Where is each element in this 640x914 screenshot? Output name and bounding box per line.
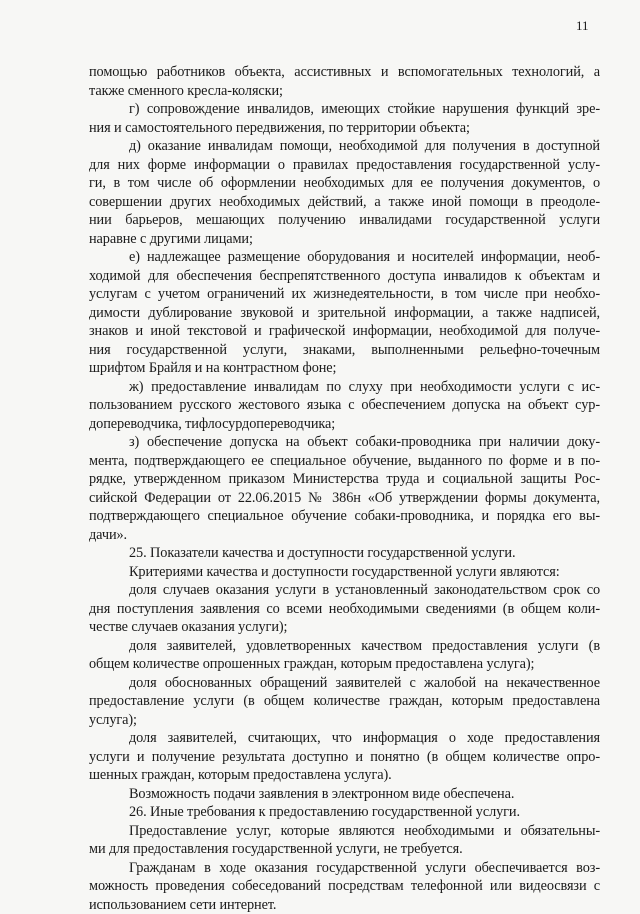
text-line: наравне с другими лицами; bbox=[89, 230, 600, 249]
text-line: услугам с учетом ограничений их жизнедеятельности, в том числе при необхо- bbox=[89, 285, 600, 304]
text-line: также сменного кресла-коляски; bbox=[89, 82, 600, 101]
text-line: е) надлежащее размещение оборудования и носителей информации, необ- bbox=[89, 248, 600, 267]
text-line: дачи». bbox=[89, 526, 600, 545]
text-line: предоставление услуги (в общем количестве граждан, которым предоставлена bbox=[89, 692, 600, 711]
text-line: мента, подтверждающего ее специальное обучение, выданного по форме и в по- bbox=[89, 452, 600, 471]
text-line: нии барьеров, мешающих получению инвалидами государственной услуги bbox=[89, 211, 600, 230]
text-line: рядке, утвержденном приказом Министерства труда и социальной защиты Рос- bbox=[89, 470, 600, 489]
text-line: ги, в том числе об оформлении необходимых для ее получения документов, о bbox=[89, 174, 600, 193]
text-line: дня поступления заявления со всеми необходимыми сведениями (в общем коли- bbox=[89, 600, 600, 619]
text-line: Гражданам в ходе оказания государственной услуги обеспечивается воз- bbox=[89, 859, 600, 878]
text-line: помощью работников объекта, ассистивных и вспомогательных технологий, а bbox=[89, 63, 600, 82]
text-line: ходимой для обеспечения беспрепятственного доступа инвалидов к объектам и bbox=[89, 267, 600, 286]
text-line: доля случаев оказания услуги в установленный законодательством срок со bbox=[89, 581, 600, 600]
text-line: 25. Показатели качества и доступности государственной услуги. bbox=[89, 544, 600, 563]
text-line: димости дублирование звуковой и зрительной информации, а также надписей, bbox=[89, 304, 600, 323]
text-line: Возможность подачи заявления в электронном виде обеспечена. bbox=[89, 785, 600, 804]
text-line: ния государственной услуги, знаками, выполненными рельефно-точечным bbox=[89, 341, 600, 360]
text-line: допереводчика, тифлосурдопереводчика; bbox=[89, 415, 600, 434]
text-line: доля заявителей, считающих, что информация о ходе предоставления bbox=[89, 729, 600, 748]
text-line: подтверждающего специальное обучение собаки-проводника, и порядка его вы- bbox=[89, 507, 600, 526]
text-line: шрифтом Брайля и на контрастном фоне; bbox=[89, 359, 600, 378]
text-line: шенных граждан, которым предоставлена услуга). bbox=[89, 766, 600, 785]
text-line: пользованием русского жестового языка с обеспечением допуска на объект сур- bbox=[89, 396, 600, 415]
text-line: знаков и иной текстовой и графической информации, необходимой для получе- bbox=[89, 322, 600, 341]
page-number: 11 bbox=[576, 18, 589, 34]
text-line: сийской Федерации от 22.06.2015 № 386н «Об утверждении формы документа, bbox=[89, 489, 600, 508]
document-body bbox=[89, 63, 600, 914]
text-line: доля обоснованных обращений заявителей с жалобой на некачественное bbox=[89, 674, 600, 693]
text-line: использованием сети интернет. bbox=[89, 896, 600, 914]
text-line: доля заявителей, удовлетворенных качеством предоставления услуги (в bbox=[89, 637, 600, 656]
text-line: Критериями качества и доступности государственной услуги являются: bbox=[89, 563, 600, 582]
text-line: ми для предоставления государственной услуги, не требуется. bbox=[89, 840, 600, 859]
text-line: д) оказание инвалидам помощи, необходимой для получения в доступной bbox=[89, 137, 600, 156]
text-line: 26. Иные требования к предоставлению государственной услуги. bbox=[89, 803, 600, 822]
text-line: честве случаев оказания услуги); bbox=[89, 618, 600, 637]
text-line: для них форме информации о правилах предоставления государственной услу- bbox=[89, 156, 600, 175]
text-line: услуга); bbox=[89, 711, 600, 730]
text-line: Предоставление услуг, которые являются необходимыми и обязательны- bbox=[89, 822, 600, 841]
text-line: ния и самостоятельного передвижения, по территории объекта; bbox=[89, 119, 600, 138]
text-line: услуги и получение результата доступно и понятно (в общем количестве опро- bbox=[89, 748, 600, 767]
text-line: совершении других необходимых действий, а также иной помощи в преодоле- bbox=[89, 193, 600, 212]
text-line: общем количестве опрошенных граждан, которым предоставлена услуга); bbox=[89, 655, 600, 674]
text-line: ж) предоставление инвалидам по слуху при необходимости услуги с ис- bbox=[89, 378, 600, 397]
text-line: з) обеспечение допуска на объект собаки-проводника при наличии доку- bbox=[89, 433, 600, 452]
text-line: можность проведения собеседований посредствам телефонной или видеосвязи с bbox=[89, 877, 600, 896]
text-line: г) сопровождение инвалидов, имеющих стойкие нарушения функций зре- bbox=[89, 100, 600, 119]
